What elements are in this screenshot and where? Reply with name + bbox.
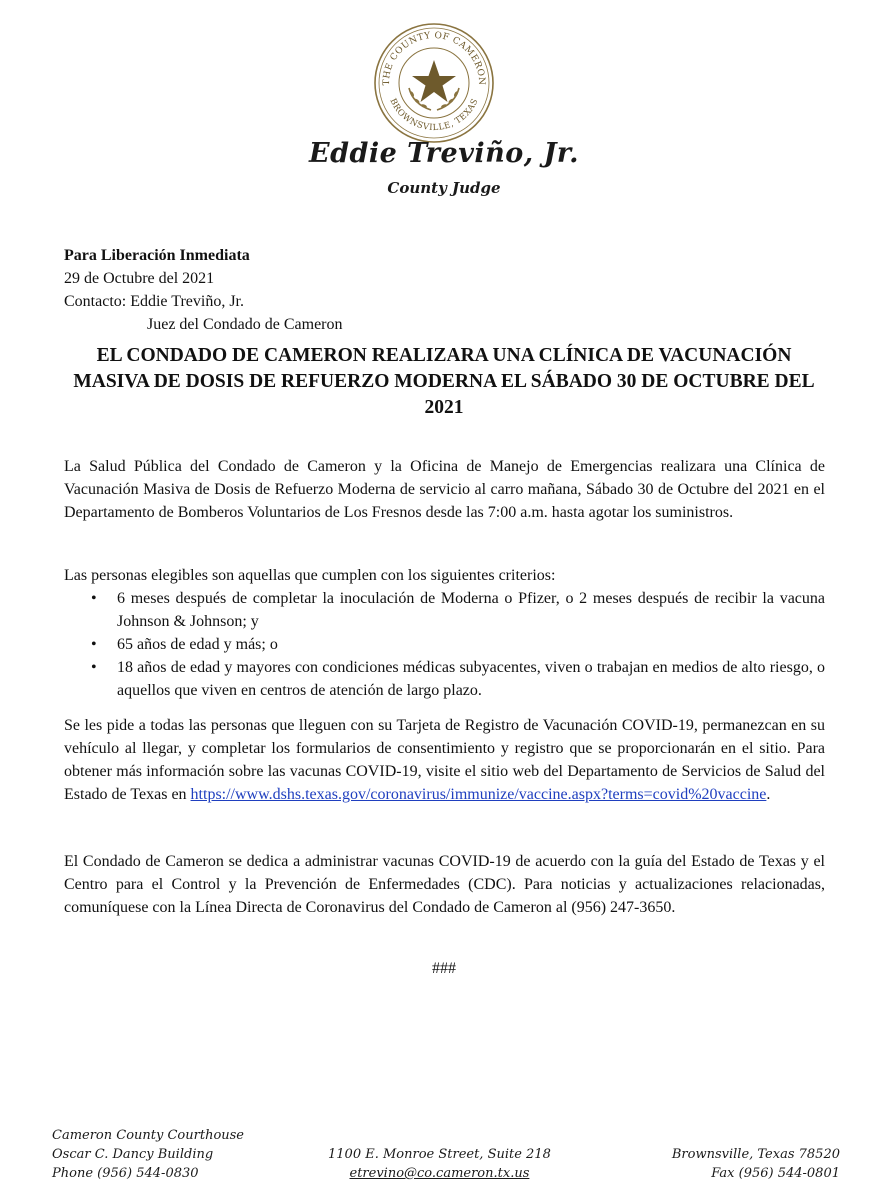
list-item-text: 6 meses después de completar la inoculación de Moderna o Pfizer, o 2 meses después de recibir la vacuna Johnson & Johnson; y bbox=[117, 590, 825, 630]
contact-line: Contacto: Eddie Treviño, Jr. bbox=[64, 293, 244, 310]
bullet-icon: • bbox=[91, 636, 97, 653]
judge-title: County Judge bbox=[387, 179, 501, 197]
instructions-period: . bbox=[766, 786, 771, 803]
release-date: 29 de Octubre del 2021 bbox=[64, 270, 215, 287]
paragraph-instructions bbox=[64, 714, 825, 806]
list-item bbox=[64, 587, 825, 633]
paragraph-clinic-announcement: La Salud Pública del Condado de Cameron y la Oficina de Manejo de Emergencias realizara una Clínica de Vacunación Masiva de Dosis de Refuerzo Moderna de servicio al carro mañana, Sábado 30 de Octubre del 2021 en el Departamento de Bomberos Voluntarios de Los Fresnos desde las 7:00 a.m. hasta agotar los suministros. bbox=[64, 458, 825, 521]
seal-bottom-text: BROWNSVILLE, TEXAS bbox=[387, 97, 481, 134]
judge-name: Eddie Treviño, Jr. bbox=[308, 138, 579, 169]
release-label: Para Liberación Inmediata bbox=[64, 247, 250, 264]
footer-phone: Phone (956) 544-0830 bbox=[52, 1166, 199, 1181]
list-item-text: 18 años de edad y mayores con condiciones médicas subyacentes, viven o trabajan en medios de alto riesgo, o aquellos que viven en centros de atención de largo plazo. bbox=[117, 659, 825, 699]
paragraph-commitment: El Condado de Cameron se dedica a administrar vacunas COVID-19 de acuerdo con la guía del Estado de Texas y el Centro para el Control y la Prevención de Enfermedades (CDC). Para noticias y actualizaciones relacionadas, comuníquese con la Línea Directa de Coronavirus del Condado de Cameron al (956) 247-3650. bbox=[64, 853, 825, 916]
dshs-vaccine-link[interactable]: https://www.dshs.texas.gov/coronavirus/immunize/vaccine.aspx?terms=covid%20vaccine bbox=[190, 786, 767, 803]
footer-building-name: Oscar C. Dancy Building bbox=[52, 1147, 214, 1162]
seal-top-text: THE COUNTY OF CAMERON bbox=[381, 30, 487, 86]
instructions-text: Se les pide a todas las personas que lleguen con su Tarjeta de Registro de Vacunación COVID-19, permanezcan en su vehículo al llegar, y completar los formularios de consentimiento y registro que se proporcionarán en el sitio. Para obtener más información sobre las vacunas COVID-19, visite el sitio web del Departamento de Servicios de Salud del Estado de Texas en bbox=[64, 717, 825, 803]
contact-role: Juez del Condado de Cameron bbox=[147, 316, 343, 333]
bullet-icon: • bbox=[91, 590, 97, 607]
footer-fax: Fax (956) 544-0801 bbox=[711, 1166, 840, 1181]
paragraph-eligibility-intro: Las personas elegibles son aquellas que cumplen con los siguientes criterios: bbox=[64, 567, 556, 584]
county-seal-logo bbox=[373, 22, 495, 144]
list-item bbox=[64, 633, 825, 656]
headline: EL CONDADO DE CAMERON REALIZARA UNA CLÍNICA DE VACUNACIÓN MASIVA DE DOSIS DE REFUERZO MODERNA EL SÁBADO 30 DE OCTUBRE DEL 2021 bbox=[73, 345, 815, 418]
footer-street-address: 1100 E. Monroe Street, Suite 218 bbox=[328, 1147, 551, 1162]
release-header bbox=[64, 244, 343, 336]
footer-city: Brownsville, Texas 78520 bbox=[671, 1147, 840, 1162]
footer-courthouse bbox=[52, 1126, 244, 1183]
bullet-icon: • bbox=[91, 659, 97, 676]
footer-city-block bbox=[672, 1145, 840, 1183]
list-item bbox=[64, 656, 825, 702]
footer-address-block bbox=[328, 1145, 551, 1183]
end-mark: ### bbox=[432, 960, 456, 977]
eligibility-list bbox=[64, 587, 825, 702]
footer-email-link[interactable]: etrevino@co.cameron.tx.us bbox=[349, 1166, 530, 1181]
list-item-text: 65 años de edad y más; o bbox=[117, 636, 278, 653]
footer-courthouse-name: Cameron County Courthouse bbox=[52, 1128, 245, 1143]
